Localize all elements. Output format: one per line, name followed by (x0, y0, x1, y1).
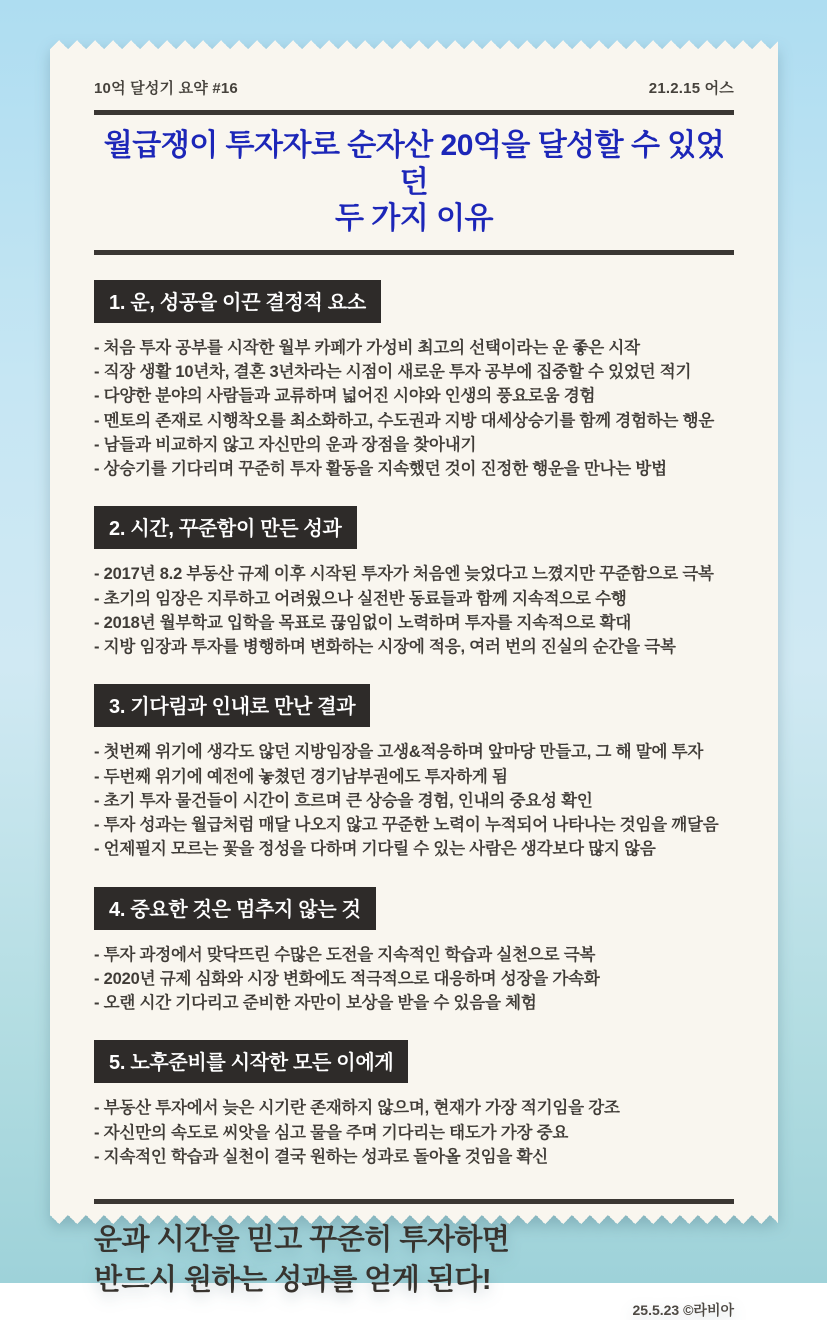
bullet-item: - 멘토의 존재로 시행착오를 최소화하고, 수도권과 지방 대세상승기를 함께 경험하는 행운 (94, 411, 715, 430)
summary-section (94, 887, 734, 1016)
bullet-item: - 자신만의 속도로 씨앗을 심고 물을 주며 기다리는 태도가 가장 중요 (94, 1123, 569, 1142)
paper-torn-edge-top (50, 40, 778, 49)
credit-label: 25.5.23 ©라비아 (632, 1302, 734, 1319)
divider-top (94, 110, 734, 115)
page-title (94, 128, 734, 238)
section-bullet-list (94, 336, 734, 482)
bullet-item: - 상승기를 기다리며 꾸준히 투자 활동을 지속했던 것이 진정한 행운을 만나는 방법 (94, 460, 667, 479)
bullet-item: - 오랜 시간 기다리고 준비한 자만이 보상을 받을 수 있음을 체험 (94, 994, 537, 1013)
divider-under-title (94, 250, 734, 255)
series-label: 10억 달성기 요약 #16 (94, 80, 238, 97)
bullet-item: - 남들과 비교하지 않고 자신만의 운과 장점을 찾아내기 (94, 435, 477, 454)
summary-section (94, 506, 734, 659)
section-badge: 2. 시간, 꾸준함이 만든 성과 (94, 506, 357, 549)
divider-bottom (94, 1199, 734, 1204)
bullet-item: - 투자 성과는 월급처럼 매달 나오지 않고 꾸준한 노력이 누적되어 나타나는 것임을 깨달음 (94, 816, 719, 835)
section-bullet-list (94, 740, 734, 861)
bullet-item: - 2017년 8.2 부동산 규제 이후 시작된 투자가 처음엔 늦었다고 느꼈지만 꾸준함으로 극복 (94, 565, 714, 584)
section-badge: 4. 중요한 것은 멈추지 않는 것 (94, 887, 376, 930)
bullet-item: - 언제필지 모르는 꽃을 정성을 다하며 기다릴 수 있는 사람은 생각보다 많지 않음 (94, 840, 656, 859)
bullet-item: - 처음 투자 공부를 시작한 월부 카페가 가성비 최고의 선택이라는 운 좋은 시작 (94, 338, 640, 357)
section-badge: 3. 기다림과 인내로 만난 결과 (94, 684, 370, 727)
bullet-item: - 초기 투자 물건들이 시간이 흐르며 큰 상승을 경험, 인내의 중요성 확인 (94, 791, 593, 810)
bullet-item: - 다양한 분야의 사람들과 교류하며 넓어진 시야와 인생의 풍요로움 경험 (94, 387, 596, 406)
bullet-item: - 직장 생활 10년차, 결혼 3년차라는 시점이 새로운 투자 공부에 집중할 수 있었던 적기 (94, 363, 692, 382)
section-badge: 5. 노후준비를 시작한 모든 이에게 (94, 1040, 408, 1083)
section-badge: 1. 운, 성공을 이끈 결정적 요소 (94, 280, 381, 323)
paper-body (50, 49, 778, 1319)
bullet-item: - 초기의 임장은 지루하고 어려웠으나 실전반 동료들과 함께 지속적으로 수행 (94, 589, 627, 608)
paper (50, 40, 778, 1319)
summary-section (94, 684, 734, 861)
date-author-label: 21.2.15 어스 (648, 80, 734, 97)
summary-section (94, 1040, 734, 1169)
bullet-item: - 첫번째 위기에 생각도 않던 지방임장을 고생&적응하며 앞마당 만들고, 그 해 말에 투자 (94, 743, 704, 762)
bullet-item: - 부동산 투자에서 늦은 시기란 존재하지 않으며, 현재가 가장 적기임을 강조 (94, 1099, 620, 1118)
bullet-item: - 2018년 월부학교 입학을 목표로 끊임없이 노력하며 투자를 지속적으로 확대 (94, 613, 632, 632)
sections (94, 280, 734, 1169)
conclusion-line2: 반드시 원하는 성과를 얻게 된다! (94, 1264, 492, 1297)
bullet-item: - 두번째 위기에 예전에 놓쳤던 경기남부권에도 투자하게 됨 (94, 767, 508, 786)
bullet-item: - 투자 과정에서 맞닥뜨린 수많은 도전을 지속적인 학습과 실천으로 극복 (94, 945, 596, 964)
summary-section (94, 280, 734, 482)
section-bullet-list (94, 562, 734, 659)
bullet-item: - 지방 임장과 투자를 병행하며 변화하는 시장에 적응, 여러 번의 진실의 순간을 극복 (94, 638, 676, 657)
paper-header (94, 77, 734, 98)
page-title-line1: 월급쟁이 투자자로 순자산 20억을 달성할 수 있었던 (103, 129, 725, 199)
section-bullet-list (94, 1096, 734, 1169)
page-title-line2: 두 가지 이유 (334, 202, 494, 236)
conclusion-text (94, 1220, 734, 1300)
bullet-item: - 지속적인 학습과 실천이 결국 원하는 성과로 돌아올 것임을 확신 (94, 1147, 548, 1166)
section-bullet-list (94, 943, 734, 1016)
bullet-item: - 2020년 규제 심화와 시장 변화에도 적극적으로 대응하며 성장을 가속화 (94, 969, 600, 988)
conclusion-line1: 운과 시간을 믿고 꾸준히 투자하면 (94, 1224, 510, 1257)
